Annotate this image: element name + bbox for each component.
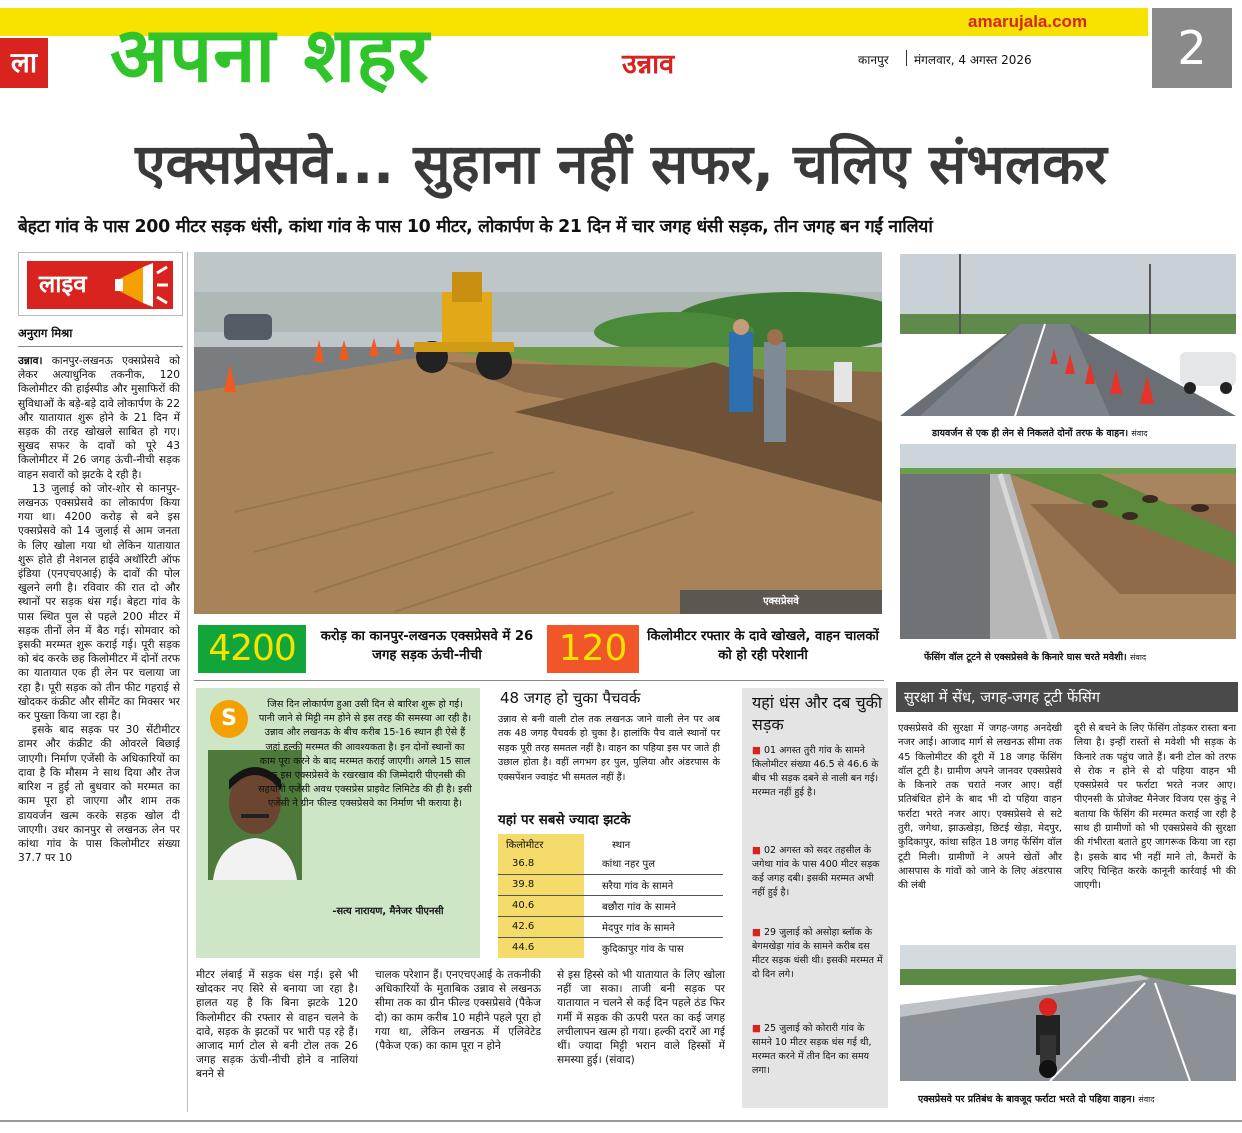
- sidebar-title: यहां धंस और दब चुकी सड़क: [752, 693, 883, 734]
- table-cell-place: सरैया गांव के सामने: [602, 880, 674, 892]
- live-badge-label: लाइव: [39, 270, 87, 298]
- factbox-4200-text: करोड़ का कानपुर-लखनऊ एक्सप्रेसवे में 26 जगह सड़क ऊंची-नीची: [320, 629, 534, 663]
- masthead-date: मंगलवार, 4 अगस्त 2026: [914, 53, 1032, 67]
- main-photo-label: [680, 590, 882, 614]
- sidebar-item: ■ 29 जुलाई को असोहा ब्लॉक के बेगमखेड़ा गांव के सामने करीब दस मीटर सड़क धंसी थी। इसकी मरम्मत में दो दिन लगे।: [752, 927, 883, 980]
- dateline: उन्नाव।: [18, 355, 43, 367]
- table-cell-place: मेदपुर गांव के सामने: [602, 922, 675, 934]
- edition-tab-label: ला: [10, 46, 38, 79]
- patchwork-text: उन्नाव से बनी वाली टोल तक लखनऊ जाने वाली लेन पर अब तक 48 जगह पैचवर्क हो चुका है। हालांकि पैच वाले स्थानों पर सड़क पूरी तरह समतल नहीं है। वाहन का पहिया इस पर जाते ही उछाल होता है। वहीं लगभग हर पुल, पुलिया और अंडरपास के एक्सपेंशन ज्वाइंट भी समतल नहीं हैं।: [498, 714, 720, 783]
- sidebar-item-text: 01 अगस्त तुरी गांव के सामने किलोमीटर संख्या 46.5 से 46.6 के बीच भी सड़क दबने से नाली बन गई। मरम्मत नहीं हुई है।: [752, 745, 879, 798]
- subheadline: बेहटा गांव के पास 200 मीटर सड़क धंसी, कांथा गांव के पास 10 मीटर, लोकार्पण के 21 दिन में चार जगह धंसी सड़क, तीन जगह बन गईं नालियां: [18, 217, 933, 237]
- factbox-120: [545, 625, 885, 673]
- edition-tab: [0, 38, 48, 88]
- side-photo-diversion-image: [900, 254, 1236, 416]
- main-story-column-1: [18, 354, 180, 1109]
- caption-text: एक्सप्रेसवे पर प्रतिबंध के बावजूद फर्राटा भरते दो पहिया वाहन।: [918, 1094, 1135, 1105]
- section-title: अपना शहर: [110, 10, 430, 99]
- live-badge-box: [27, 261, 173, 309]
- caption-credit: संवाद: [1131, 429, 1148, 438]
- table-row: [498, 874, 723, 895]
- caption-credit: संवाद: [1129, 653, 1147, 662]
- security-header: [896, 682, 1238, 712]
- side-photo-fencing: [900, 444, 1236, 639]
- byline-rule: [18, 346, 183, 347]
- caption-text: डायवर्जन से एक ही लेन से निकलते दोनों तरफ के वाहन।: [932, 428, 1129, 439]
- story-paragraph-3: इसके बाद सड़क पर 30 सेंटीमीटर डामर और कंक्रीट की ओवरले बिछाई जाएगी। निर्माण एजेंसी के अधिकारियों का दावा है कि मौसम ने साथ दिया और तेज बारिश न हुई तो बुधवार को मरम्मत का काम पूरा हो जाएगा और शाम तक डायवर्जन खत्म करके सड़क खोल दी जाएगी। उधर कानपुर से लखनऊ लेन पर कांथा गांव के पास किलोमीटर संख्या 37.7 पर 10: [18, 724, 180, 865]
- table-cell-km: 42.6: [498, 916, 584, 937]
- main-story-column-3: चालक परेशान हैं। एनएचएआई के तकनीकी अधिकारियों के मुताबिक उन्नाव से लखनऊ सीमा तक का ग्रीन फील्ड एक्सप्रेसवे (पैकेज दो) का काम करीब 10 महीने पहले पूरा हो गया था, लेकिन लखनऊ में एलिवेटेड (पैकेज एक) का काम पूरा न होने: [375, 969, 541, 1053]
- jerks-table-header-km: किलोमीटर: [498, 834, 584, 853]
- factbox-rule: [194, 680, 884, 681]
- masthead-separator: [906, 50, 907, 66]
- jerks-table: [498, 834, 723, 958]
- byline: अनुराग मिश्रा: [18, 326, 73, 340]
- sidebar-dhans: [742, 688, 888, 1108]
- quote-text: जिस दिन लोकार्पण हुआ उसी दिन से बारिश शुरू हो गई। पानी जाने से मिट्टी नम होने से इस तरह की समस्या आ रही है। उन्नाव और लखनऊ के बीच करीब 15-16 स्थान ही ऐसे हैं जहां हल्की मरम्मत की आवश्यकता है। इन दोनों स्थानों का काम पूरा करने के बाद मरम्मत कराई जाएगी। अगले 15 साल तक इस एक्सप्रेसवे के रखरखाव की जिम्मेदारी पीएनसी की सहयोगी एजेंसी अवध एक्सप्रेस प्राइवेट लिमिटेड की ही है। इसी एजेंसी ने ग्रीन फील्ड एक्सप्रेसवे का निर्माण भी कराया है।: [258, 699, 472, 810]
- side-photo-bike-caption: [918, 1092, 1155, 1105]
- side-photo-fencing-caption: [924, 650, 1146, 663]
- factbox-120-text: किलोमीटर रफ्तार के दावे खोखले, वाहन चालकों को हो रही परेशानी: [647, 629, 879, 663]
- main-photo: [194, 252, 882, 614]
- table-row: [498, 853, 723, 874]
- security-column-2: दूरी से बचने के लिए फेंसिंग तोड़कर रास्ता बना लिया है। इन्हीं रास्तों से मवेशी भी सड़क के किनारे तक पहुंच जाते हैं। बनी टोल को तरफ से रोक न होने से दो पहिया वाहन भी एक्सप्रेसवे पर फर्राटा भरते नजर आए। पीएनसी के प्रोजेक्ट मैनेजर विजय एस कुंडू ने बताया कि फेंसिंग की मरम्मत कराई जा रही है साथ ही ग्रामीणों को भी एक्सप्रेसवे की सुरक्षा की गंभीरता बताते हुए जागरूक किया जा रहा है। इसके बाद भी नहीं माने तो, कैमरों के जरिए चिन्हित करके कानूनी कार्रवाई भी की जाएगी।: [1074, 723, 1236, 892]
- sidebar-item: ■ 25 जुलाई को कोरारी गांव के सामने 10 मीटर सड़क धंस गई थी, मरम्मत करने में तीन दिन का समय लगा।: [752, 1023, 872, 1076]
- table-cell-km: 36.8: [498, 853, 584, 874]
- patchwork-title: 48 जगह हो चुका पैचवर्क: [500, 689, 641, 707]
- factbox-4200: [194, 625, 544, 673]
- masthead: [0, 0, 1242, 118]
- megaphone-icon: [113, 263, 169, 307]
- side-photo-bike: [900, 945, 1236, 1081]
- table-cell-place: कांथा नहर पुल: [602, 859, 656, 871]
- main-story-column-2: मीटर लंबाई में सड़क धंस गई। इसे भी खोदकर नए सिरे से बनाया जा रहा है। हालत यह है कि बिना झटके 120 किलोमीटर की रफ्तार से वाहन चलने के दावे, सड़क के झटकों पर भारी पड़ रहे हैं। आजाद मार्ग टोल से बनी टोल तक 26 जगह सड़क ऊंची-नीची होने व नालियां बनने से: [196, 969, 358, 1081]
- table-row: [498, 895, 723, 916]
- city-name: उन्नाव: [622, 49, 675, 80]
- sidebar-item-text: 02 अगस्त को सदर तहसील के जगेथा गांव के पास 400 मीटर सड़क कई जगह दबी। इसकी मरम्मत अभी नहीं हुई है।: [752, 845, 880, 898]
- sidebar-item: ■ 02 अगस्त को सदर तहसील के जगेथा गांव के पास 400 मीटर सड़क कई जगह दबी। इसकी मरम्मत अभी नहीं हुई है।: [752, 845, 880, 898]
- side-photo-diversion: [900, 254, 1236, 416]
- sidebar-item: ■ 01 अगस्त तुरी गांव के सामने किलोमीटर संख्या 46.5 से 46.6 के बीच भी सड़क दबने से नाली बन गई। मरम्मत नहीं हुई है।: [752, 745, 879, 798]
- table-cell-km: 44.6: [498, 937, 584, 958]
- jerks-table-header: [498, 834, 723, 853]
- table-row: [498, 916, 723, 937]
- table-cell-km: 40.6: [498, 895, 584, 916]
- story-paragraph-2: 13 जुलाई को जोर-शोर से कानपुर-लखनऊ एक्सप्रेसवे का लोकार्पण किया गया था। 4200 करोड़ से बने इस एक्सप्रेसवे को 14 जुलाई से आम जनता के लिए खोला गया थो लेकिन यातायात शुरू होते ही नेशनल हाईवे अथॉरिटी ऑफ इंडिया (एनएचएआई) के दावों की पोल खुलने लगी है। रविवार की रात दो और स्थानों पर सड़क धंस गई। बेहटा गांव के पास स्थित पुल से पहले 200 मीटर में सड़क तीनों लेन में बैठ गई। सोमवार को इसकी मरम्मत शुरू कराई गई। पूरी सड़क को बंद करके छह किलोमीटर में दोनों तरफ का यातायात एक ही लेन पर चलाया जा रहा है। पूरी सड़क को तीन फीट गहराई से खोदकर कंक्रीट और सीमेंट का मिक्सर भर कर पुख्ता किया जा रहा है।: [18, 482, 180, 723]
- page-number: 2: [1177, 21, 1207, 75]
- side-photo-fencing-image: [900, 444, 1236, 639]
- live-badge: [18, 252, 183, 316]
- caption-text: फेंसिंग वॉल टूटने से एक्सप्रेसवे के किनारे घास चरते मवेशी।: [924, 652, 1127, 663]
- masthead-location: कानपुर: [858, 53, 889, 67]
- quote-icon: S: [210, 700, 248, 738]
- table-cell-place: कुदिकापुर गांव के पास: [602, 943, 684, 955]
- side-photo-bike-image: [900, 945, 1236, 1081]
- headline: एक्सप्रेसवे... सुहाना नहीं सफर, चलिए संभलकर: [135, 132, 1107, 196]
- caption-credit: संवाद: [1138, 1095, 1155, 1104]
- table-cell-place: बछौरा गांव के सामने: [602, 901, 676, 913]
- factbox-4200-number: 4200: [198, 625, 306, 673]
- page-number-box: [1152, 8, 1232, 88]
- main-story-column-4: से इस हिस्से को भी यातायात के लिए खोला नहीं जा सका। ताजी बनी सड़क पर यातायात न चलने से कई दिन पहले ठंड फिर गर्मी में सड़क की ऊपरी परत का कई जगह लचीलापन खत्म हो गया। हल्की दरारें आ गई थीं। ज्यादा मिट्टी भरान वाले हिस्सों में समस्या हुई। (संवाद): [557, 969, 725, 1067]
- table-cell-km: 39.8: [498, 874, 584, 895]
- factbox-120-number: 120: [547, 625, 639, 673]
- site-url: amarujala.com: [968, 12, 1088, 31]
- page-bottom-rule: [0, 1120, 1242, 1122]
- jerks-table-title: यहां पर सबसे ज्यादा झटके: [498, 813, 631, 828]
- story-paragraph-1: कानपुर-लखनऊ एक्सप्रेसवे को लेकर अत्याधुनिक तकनीक, 120 किलोमीटर की हाईस्पीड और मुसाफिरों की सुविधाओं के बड़े-बड़े दावे लोकार्पण के 22 और यातायात शुरू होने के 21 दिन में सड़क की तरह खोखले साबित हो गए। सुखद सफर के दावों को पूरे 43 किलोमीटर में 26 जगह ऊंची-नीची सड़क वाहन सवारों को झटके दे रही है।: [18, 355, 180, 481]
- quote-attribution: -सत्य नारायण, मैनेजर पीएनसी: [332, 906, 444, 917]
- main-photo-image: [194, 252, 882, 614]
- security-column-1: एक्सप्रेसवे की सुरक्षा में जगह-जगह अनदेखी नजर आई। आजाद मार्ग से लखनऊ सीमा तक 45 किलोमीटर की दूरी में 18 जगह फेंसिंग वॉल टूटी है। ग्रामीण अपने जानवर एक्सप्रेसवे के किनारे तक चराते नजर आए। वहीं प्रतिबंधित होने के बाद भी दो पहिया वाहन फर्राटा भरते नजर आए। एक्सप्रेसवे से सटे तुरी, जगेथा, झाऊखेड़ा, छिटई खेड़ा, मेदपुर, कुदिकापुर, कांथा सहित 18 जगह फेंसिंग वॉल टूटी मिली। ग्रामीणों ने अपने खेतों और आसपास के गांवों को जाने के लिए अंडरपास की लंबी: [898, 723, 1062, 892]
- sidebar-item-text: 29 जुलाई को असोहा ब्लॉक के बेगमखेड़ा गांव के सामने करीब दस मीटर सड़क धंसी थी। इसकी मरम्मत में दो दिन लगे।: [752, 927, 883, 980]
- table-row: [498, 937, 723, 958]
- quote-box: [196, 688, 480, 958]
- side-photo-diversion-caption: [932, 426, 1148, 439]
- main-photo-label-text: एक्सप्रेसवे: [763, 596, 799, 607]
- jerks-table-header-place: स्थान: [612, 839, 631, 851]
- security-title: सुरक्षा में सेंध, जगह-जगह टूटी फेंसिंग: [904, 689, 1100, 706]
- sidebar-item-text: 25 जुलाई को कोरारी गांव के सामने 10 मीटर सड़क धंस गई थी, मरम्मत करने में तीन दिन का समय लगा।: [752, 1023, 872, 1076]
- column-divider: [187, 252, 188, 1112]
